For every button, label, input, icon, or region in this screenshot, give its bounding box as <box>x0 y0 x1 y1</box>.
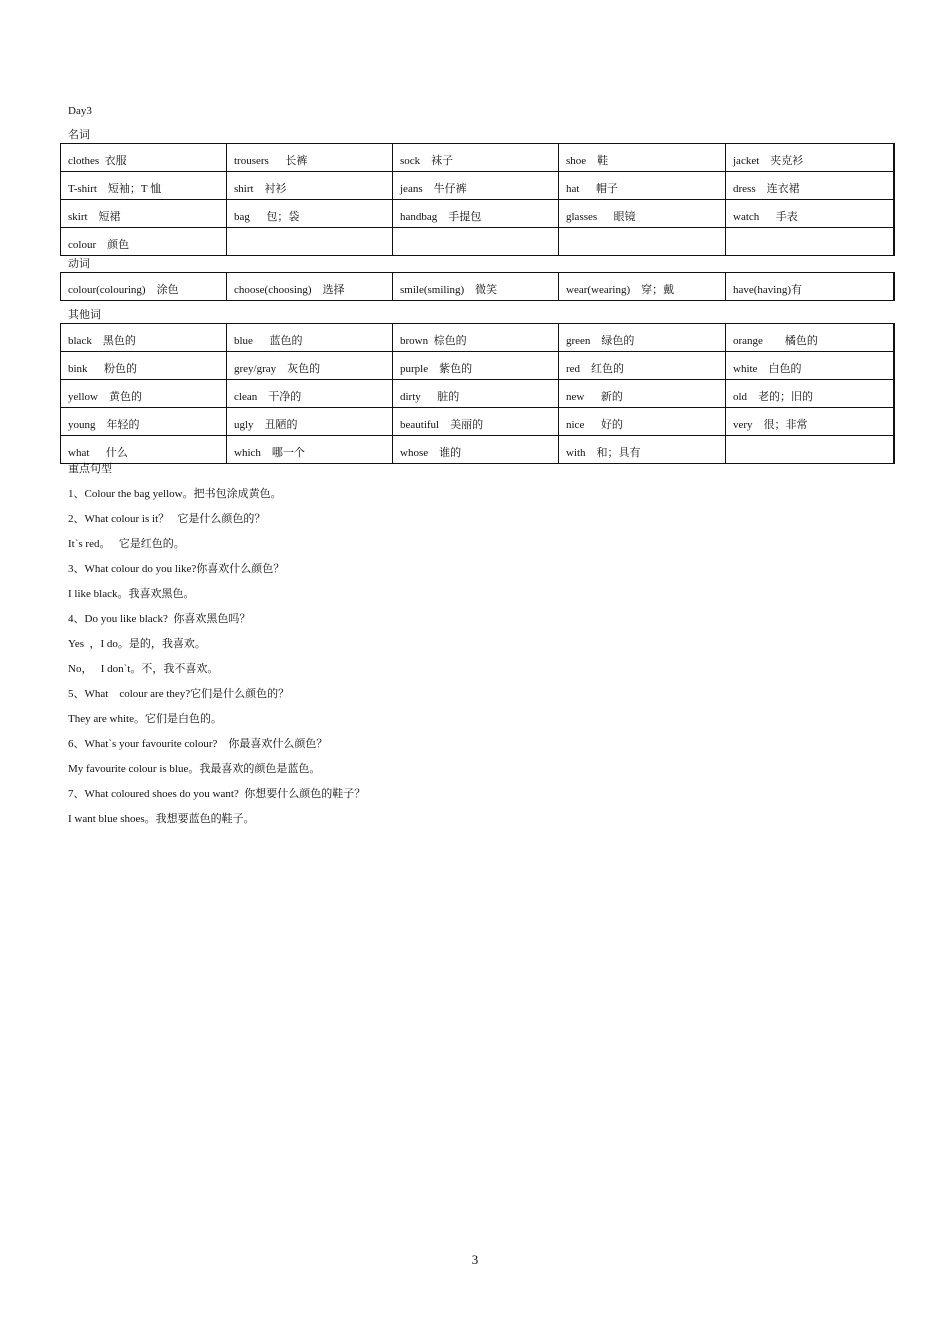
table-row <box>61 200 894 228</box>
vocab-cell: white 白色的 <box>726 352 894 380</box>
vocab-cell: which 哪一个 <box>227 436 393 464</box>
vocab-cell: brown 棕色的 <box>393 324 559 352</box>
vocab-cell: trousers 长裤 <box>227 144 393 172</box>
vocab-cell: shirt 衬衫 <box>227 172 393 200</box>
vocab-cell: handbag 手提包 <box>393 200 559 228</box>
vocab-cell: watch 手表 <box>726 200 894 228</box>
vocab-cell: sock 袜子 <box>393 144 559 172</box>
vocab-cell: grey/gray 灰色的 <box>227 352 393 380</box>
vocab-cell: colour(colouring) 涂色 <box>61 273 227 301</box>
sentence-line: Yes ，I do。是的，我喜欢。 <box>68 638 206 650</box>
vocab-cell: very 很；非常 <box>726 408 894 436</box>
vocab-cell: choose(choosing) 选择 <box>227 273 393 301</box>
vocab-cell: colour 颜色 <box>61 228 227 256</box>
sentence-line: 1、Colour the bag yellow。把书包涂成黄色。 <box>68 488 282 500</box>
vocab-cell: new 新的 <box>559 380 726 408</box>
vocab-cell: yellow 黄色的 <box>61 380 227 408</box>
vocab-cell: bink 粉色的 <box>61 352 227 380</box>
vocab-cell: clothes 衣服 <box>61 144 227 172</box>
day-title: Day3 <box>68 105 92 117</box>
vocab-cell: wear(wearing) 穿；戴 <box>559 273 726 301</box>
table-row <box>61 408 894 436</box>
vocab-cell: hat 帽子 <box>559 172 726 200</box>
others-label: 其他词 <box>68 309 101 321</box>
vocab-cell: have(having)有 <box>726 273 894 301</box>
key-sentences-label: 重点句型 <box>68 463 112 475</box>
nouns-table <box>60 143 895 256</box>
nouns-label: 名词 <box>68 129 90 141</box>
table-row <box>61 352 894 380</box>
page-number: 3 <box>471 1252 479 1267</box>
sentence-line: No， I don`t。不，我不喜欢。 <box>68 663 219 675</box>
table-row <box>61 380 894 408</box>
vocab-cell: clean 干净的 <box>227 380 393 408</box>
vocab-cell: purple 紫色的 <box>393 352 559 380</box>
vocab-cell: smile(smiling) 微笑 <box>393 273 559 301</box>
vocab-cell <box>559 228 726 256</box>
vocab-cell: what 什么 <box>61 436 227 464</box>
sentence-line: 3、What colour do you like?你喜欢什么颜色？ <box>68 563 285 575</box>
table-row <box>61 436 894 464</box>
vocab-cell: green 绿色的 <box>559 324 726 352</box>
sentence-line: 7、What coloured shoes do you want? 你想要什么颜色的鞋子？ <box>68 788 366 800</box>
sentence-line: They are white。它们是白色的。 <box>68 713 222 725</box>
verbs-label: 动词 <box>68 258 90 270</box>
vocab-cell: bag 包；袋 <box>227 200 393 228</box>
vocab-cell: glasses 眼镜 <box>559 200 726 228</box>
vocab-cell: skirt 短裙 <box>61 200 227 228</box>
sentence-line: 4、Do you like black? 你喜欢黑色吗？ <box>68 613 251 625</box>
sentence-line: My favourite colour is blue。我最喜欢的颜色是蓝色。 <box>68 763 321 775</box>
vocab-cell: black 黑色的 <box>61 324 227 352</box>
table-row <box>61 273 894 301</box>
vocab-cell: beautiful 美丽的 <box>393 408 559 436</box>
vocab-cell: jacket 夹克衫 <box>726 144 894 172</box>
vocab-cell: red 红色的 <box>559 352 726 380</box>
vocab-cell <box>393 228 559 256</box>
table-row <box>61 144 894 172</box>
vocab-cell: jeans 牛仔裤 <box>393 172 559 200</box>
vocab-cell: whose 谁的 <box>393 436 559 464</box>
sentence-line: 5、What colour are they?它们是什么颜色的？ <box>68 688 290 700</box>
vocab-cell: orange 橘色的 <box>726 324 894 352</box>
vocab-cell: blue 蓝色的 <box>227 324 393 352</box>
vocab-cell: T-shirt 短袖；T 恤 <box>61 172 227 200</box>
vocab-cell: with 和；具有 <box>559 436 726 464</box>
sentence-line: It`s red。 它是红色的。 <box>68 538 185 550</box>
vocab-cell: old 老的；旧的 <box>726 380 894 408</box>
others-table <box>60 323 895 464</box>
table-row <box>61 324 894 352</box>
verbs-table <box>60 272 895 301</box>
table-row <box>61 172 894 200</box>
table-row <box>61 228 894 256</box>
vocab-cell: ugly 丑陋的 <box>227 408 393 436</box>
vocab-cell: dress 连衣裙 <box>726 172 894 200</box>
sentence-line: I want blue shoes。我想要蓝色的鞋子。 <box>68 813 255 825</box>
vocab-cell: shoe 鞋 <box>559 144 726 172</box>
sentence-line: 2、What colour is it？ 它是什么颜色的？ <box>68 513 266 525</box>
vocab-cell: nice 好的 <box>559 408 726 436</box>
vocab-cell <box>227 228 393 256</box>
vocab-cell <box>726 228 894 256</box>
sentence-line: I like black。我喜欢黑色。 <box>68 588 195 600</box>
vocab-cell: dirty 脏的 <box>393 380 559 408</box>
vocab-cell <box>726 436 894 464</box>
sentence-line: 6、What`s your favourite colour? 你最喜欢什么颜色？ <box>68 738 328 750</box>
vocab-cell: young 年轻的 <box>61 408 227 436</box>
